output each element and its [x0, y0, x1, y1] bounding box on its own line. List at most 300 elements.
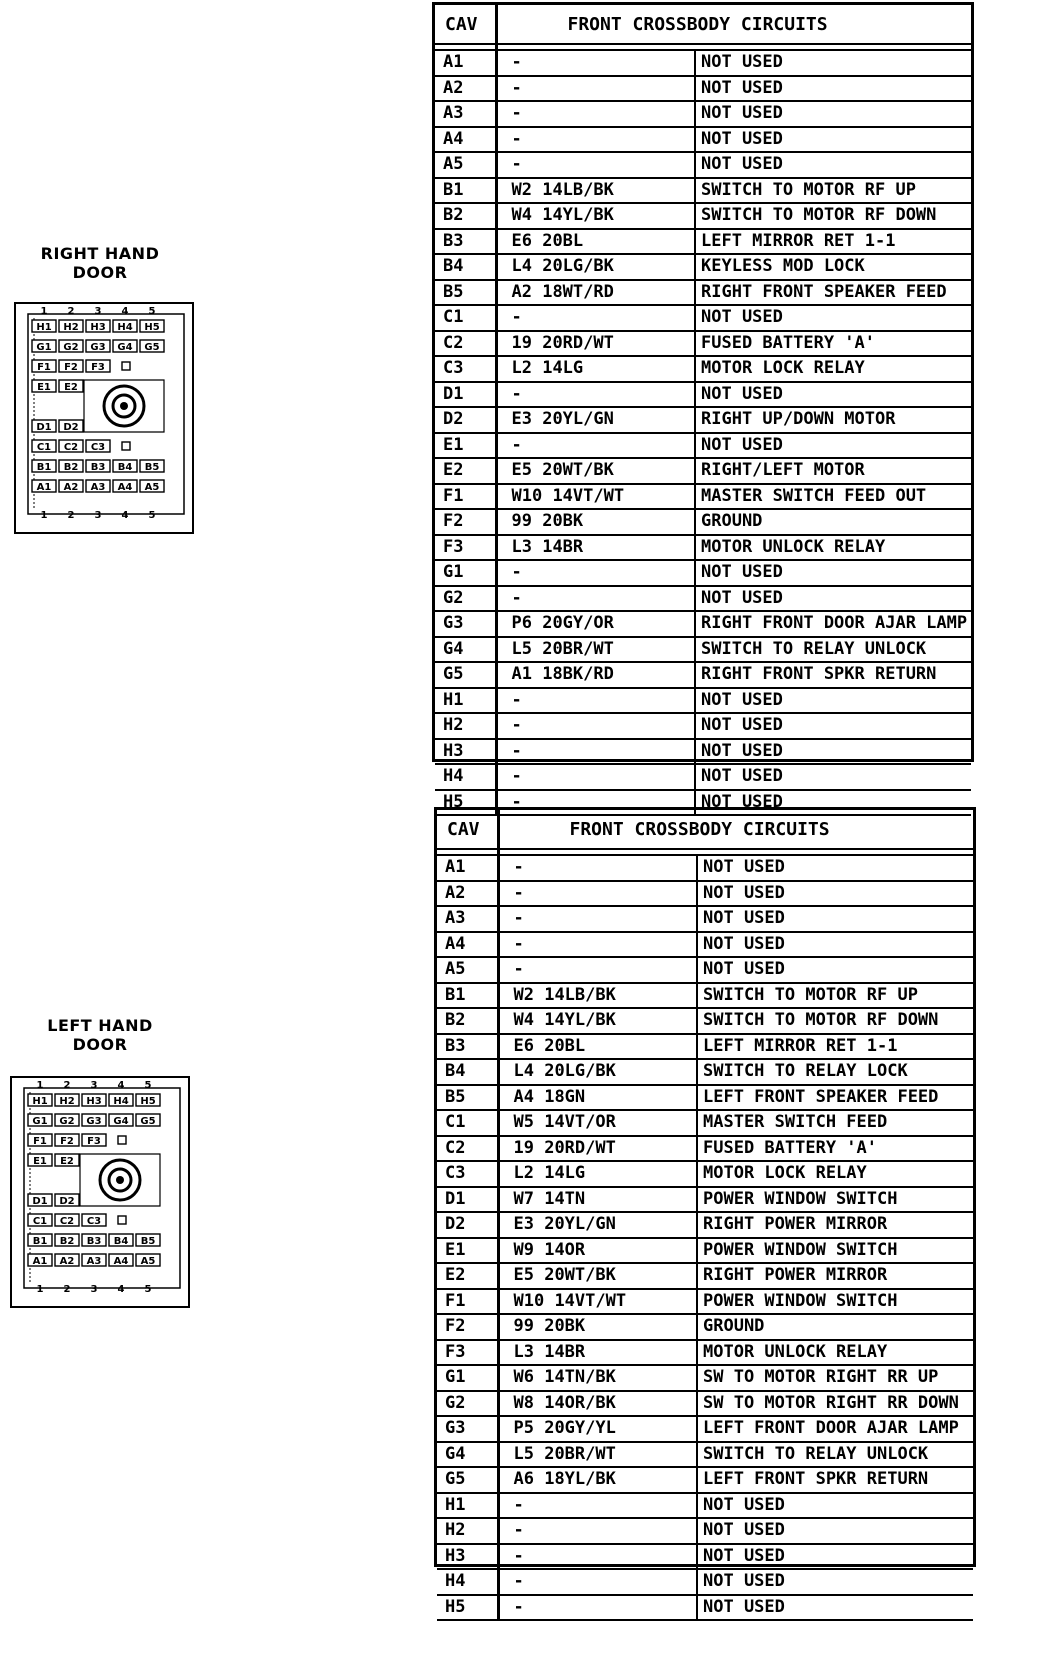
- table-row: [435, 433, 971, 459]
- wire-cell: E5 20WT/BK: [496, 458, 695, 484]
- table-row: [437, 1467, 973, 1493]
- table-row: [435, 382, 971, 408]
- function-cell: LEFT FRONT DOOR AJAR LAMP: [697, 1416, 973, 1442]
- left-door-rows: [437, 855, 973, 1620]
- left-door-connector: [10, 1076, 190, 1308]
- function-cell: NOT USED: [697, 906, 973, 932]
- cavity-label: H2: [63, 322, 79, 333]
- table-row: [435, 586, 971, 612]
- wire-cell: L5 20BR/WT: [496, 637, 695, 663]
- cavity-label: E1: [33, 1156, 47, 1167]
- cavity-label: C1: [36, 442, 52, 453]
- wire-cell: W5 14VT/OR: [498, 1110, 697, 1136]
- wire-cell: W10 14VT/WT: [498, 1289, 697, 1315]
- cavity-label: E2: [64, 382, 78, 393]
- cavity-label: B1: [32, 1236, 48, 1247]
- wire-cell: -: [496, 127, 695, 153]
- left-door-cav-table: [434, 807, 976, 1617]
- function-cell: RIGHT POWER MIRROR: [697, 1212, 973, 1238]
- cav-cell: C2: [437, 1136, 498, 1162]
- function-cell: LEFT MIRROR RET 1-1: [697, 1034, 973, 1060]
- function-cell: FUSED BATTERY 'A': [697, 1136, 973, 1162]
- cavity-label: G4: [113, 1116, 129, 1127]
- wire-cell: L2 14LG: [496, 356, 695, 382]
- column-number: 3: [94, 510, 102, 521]
- cav-cell: G4: [437, 1442, 498, 1468]
- table-row: [437, 855, 973, 881]
- wire-cell: A2 18WT/RD: [496, 280, 695, 306]
- cav-cell: F3: [437, 1340, 498, 1366]
- cavity-label: H4: [117, 322, 133, 333]
- table-row: [437, 1161, 973, 1187]
- function-cell: NOT USED: [695, 764, 971, 790]
- wire-cell: W2 14LB/BK: [498, 983, 697, 1009]
- wire-cell: -: [496, 688, 695, 714]
- cavity-label: D1: [36, 422, 52, 433]
- wire-cell: 19 20RD/WT: [496, 331, 695, 357]
- wire-cell: W10 14VT/WT: [496, 484, 695, 510]
- table-row: [437, 1365, 973, 1391]
- cav-cell: G2: [435, 586, 496, 612]
- cavity-label: D2: [59, 1196, 75, 1207]
- wire-cell: 99 20BK: [498, 1314, 697, 1340]
- table-row: [435, 484, 971, 510]
- function-cell: SWITCH TO RELAY UNLOCK: [695, 637, 971, 663]
- wire-cell: -: [498, 855, 697, 881]
- function-cell: LEFT MIRROR RET 1-1: [695, 229, 971, 255]
- cavity-label: H3: [86, 1096, 102, 1107]
- latch-tab: [122, 362, 130, 370]
- function-cell: SWITCH TO MOTOR RF UP: [697, 983, 973, 1009]
- cavity-label: E2: [60, 1156, 74, 1167]
- cavity-label: C2: [59, 1216, 75, 1227]
- cav-cell: C1: [435, 305, 496, 331]
- cavity-label: E1: [37, 382, 51, 393]
- cavity-label: B4: [113, 1236, 129, 1247]
- wire-cell: -: [496, 586, 695, 612]
- wire-cell: P5 20GY/YL: [498, 1416, 697, 1442]
- cav-cell: D1: [437, 1187, 498, 1213]
- cavity-label: F1: [33, 1136, 47, 1147]
- cav-cell: A3: [435, 101, 496, 127]
- cav-cell: A4: [435, 127, 496, 153]
- table-row: [435, 305, 971, 331]
- cav-cell: G2: [437, 1391, 498, 1417]
- cavity-label: H5: [144, 322, 160, 333]
- cav-cell: A1: [437, 855, 498, 881]
- function-cell: RIGHT UP/DOWN MOTOR: [695, 407, 971, 433]
- table-row: [435, 688, 971, 714]
- cav-cell: H2: [435, 713, 496, 739]
- cav-cell: B1: [437, 983, 498, 1009]
- table-row: [437, 906, 973, 932]
- latch-tab: [122, 442, 130, 450]
- column-number: 5: [144, 1080, 152, 1091]
- wire-cell: L4 20LG/BK: [498, 1059, 697, 1085]
- cav-cell: F2: [437, 1314, 498, 1340]
- cav-cell: F1: [437, 1289, 498, 1315]
- function-cell: NOT USED: [695, 101, 971, 127]
- table-row: [437, 1289, 973, 1315]
- wire-cell: E6 20BL: [498, 1034, 697, 1060]
- cav-cell: F2: [435, 509, 496, 535]
- cav-cell: B1: [435, 178, 496, 204]
- cav-column-header: CAV: [437, 810, 498, 849]
- function-cell: SWITCH TO RELAY UNLOCK: [697, 1442, 973, 1468]
- wire-cell: -: [496, 713, 695, 739]
- cav-cell: C2: [435, 331, 496, 357]
- cavity-label: H5: [140, 1096, 156, 1107]
- wire-cell: -: [498, 1569, 697, 1595]
- function-cell: NOT USED: [697, 1493, 973, 1519]
- cavity-label: A5: [144, 482, 160, 493]
- cavity-label: G3: [86, 1116, 102, 1127]
- table-row: [435, 280, 971, 306]
- function-cell: NOT USED: [695, 790, 971, 816]
- right-door-label-line2: DOOR: [72, 263, 128, 282]
- left-door-table: [437, 810, 973, 1621]
- function-cell: RIGHT FRONT DOOR AJAR LAMP: [695, 611, 971, 637]
- cavity-label: G3: [90, 342, 106, 353]
- table-row: [437, 1085, 973, 1111]
- wire-cell: -: [498, 881, 697, 907]
- wire-cell: E3 20YL/GN: [498, 1212, 697, 1238]
- column-number: 1: [36, 1080, 44, 1091]
- function-cell: SWITCH TO MOTOR RF DOWN: [697, 1008, 973, 1034]
- table-row: [437, 1416, 973, 1442]
- wire-cell: P6 20GY/OR: [496, 611, 695, 637]
- table-row: [435, 331, 971, 357]
- table-row: [437, 1238, 973, 1264]
- cavity-label: G2: [63, 342, 79, 353]
- cav-cell: H1: [435, 688, 496, 714]
- cavity-label: B3: [86, 1236, 102, 1247]
- cavity-label: C1: [32, 1216, 48, 1227]
- table-row: [435, 407, 971, 433]
- function-cell: NOT USED: [695, 433, 971, 459]
- table-row: [435, 76, 971, 102]
- cavity-label: B3: [90, 462, 106, 473]
- cavity-label: B1: [36, 462, 52, 473]
- table-row: [435, 101, 971, 127]
- function-cell: KEYLESS MOD LOCK: [695, 254, 971, 280]
- cavity-label: C2: [63, 442, 79, 453]
- wire-cell: A1 18BK/RD: [496, 662, 695, 688]
- table-row: [435, 254, 971, 280]
- cav-cell: H2: [437, 1518, 498, 1544]
- function-cell: NOT USED: [695, 382, 971, 408]
- column-number: 4: [117, 1080, 125, 1091]
- function-cell: NOT USED: [697, 1569, 973, 1595]
- wire-cell: -: [496, 764, 695, 790]
- table-row: [437, 1263, 973, 1289]
- cav-cell: B2: [437, 1008, 498, 1034]
- wire-cell: -: [498, 932, 697, 958]
- screw-center-icon: [120, 402, 128, 410]
- cav-cell: A2: [435, 76, 496, 102]
- column-number: 2: [67, 306, 75, 317]
- cavity-label: A1: [36, 482, 52, 493]
- wire-cell: -: [496, 433, 695, 459]
- cav-cell: F3: [435, 535, 496, 561]
- table-title: FRONT CROSSBODY CIRCUITS: [498, 810, 973, 849]
- function-cell: NOT USED: [695, 50, 971, 76]
- left-door-label-line2: DOOR: [72, 1035, 128, 1054]
- cavity-label: F2: [60, 1136, 74, 1147]
- wire-cell: -: [496, 50, 695, 76]
- column-number: 4: [121, 510, 129, 521]
- table-header-row: [437, 810, 973, 849]
- function-cell: SW TO MOTOR RIGHT RR DOWN: [697, 1391, 973, 1417]
- cav-cell: H4: [435, 764, 496, 790]
- column-number: 4: [117, 1284, 125, 1295]
- table-row: [435, 458, 971, 484]
- wire-cell: 99 20BK: [496, 509, 695, 535]
- table-row: [435, 178, 971, 204]
- table-row: [435, 764, 971, 790]
- table-row: [437, 1544, 973, 1570]
- wire-cell: -: [498, 1493, 697, 1519]
- column-number: 3: [90, 1284, 98, 1295]
- cavity-label: D2: [63, 422, 79, 433]
- table-row: [435, 713, 971, 739]
- function-cell: MOTOR UNLOCK RELAY: [695, 535, 971, 561]
- cavity-label: A2: [59, 1256, 75, 1267]
- function-cell: RIGHT FRONT SPEAKER FEED: [695, 280, 971, 306]
- function-cell: MASTER SWITCH FEED OUT: [695, 484, 971, 510]
- cavity-label: G5: [144, 342, 160, 353]
- cav-cell: G5: [437, 1467, 498, 1493]
- cav-cell: G4: [435, 637, 496, 663]
- table-row: [437, 1493, 973, 1519]
- cav-cell: B4: [435, 254, 496, 280]
- table-row: [437, 1059, 973, 1085]
- column-number: 3: [90, 1080, 98, 1091]
- function-cell: NOT USED: [697, 1518, 973, 1544]
- cav-cell: A5: [437, 957, 498, 983]
- table-row: [435, 535, 971, 561]
- wire-cell: -: [496, 76, 695, 102]
- wire-cell: W7 14TN: [498, 1187, 697, 1213]
- table-row: [435, 50, 971, 76]
- function-cell: NOT USED: [695, 305, 971, 331]
- table-row: [437, 1136, 973, 1162]
- cavity-label: G1: [36, 342, 52, 353]
- cav-cell: C3: [437, 1161, 498, 1187]
- table-row: [435, 560, 971, 586]
- table-row: [435, 739, 971, 765]
- function-cell: MOTOR LOCK RELAY: [697, 1161, 973, 1187]
- wire-cell: L2 14LG: [498, 1161, 697, 1187]
- function-cell: RIGHT/LEFT MOTOR: [695, 458, 971, 484]
- left-door-label: [30, 1016, 170, 1054]
- cav-cell: G3: [435, 611, 496, 637]
- column-number: 3: [94, 306, 102, 317]
- cavity-label: H4: [113, 1096, 129, 1107]
- cav-cell: H5: [435, 790, 496, 816]
- function-cell: MOTOR LOCK RELAY: [695, 356, 971, 382]
- column-number: 5: [148, 510, 156, 521]
- function-cell: SWITCH TO MOTOR RF UP: [695, 178, 971, 204]
- left-door-label-line1: LEFT HAND: [47, 1016, 153, 1035]
- function-cell: LEFT FRONT SPKR RETURN: [697, 1467, 973, 1493]
- function-cell: NOT USED: [697, 932, 973, 958]
- connector-housing: [11, 1077, 189, 1307]
- right-door-connector: [14, 302, 194, 534]
- cavity-label: H1: [36, 322, 52, 333]
- function-cell: NOT USED: [697, 957, 973, 983]
- cavity-label: G2: [59, 1116, 75, 1127]
- wire-cell: E5 20WT/BK: [498, 1263, 697, 1289]
- cavity-label: F2: [64, 362, 78, 373]
- wire-cell: E3 20YL/GN: [496, 407, 695, 433]
- latch-tab: [118, 1216, 126, 1224]
- function-cell: SWITCH TO MOTOR RF DOWN: [695, 203, 971, 229]
- cav-cell: G5: [435, 662, 496, 688]
- wire-cell: L3 14BR: [496, 535, 695, 561]
- column-number: 1: [36, 1284, 44, 1295]
- wire-cell: L4 20LG/BK: [496, 254, 695, 280]
- function-cell: GROUND: [697, 1314, 973, 1340]
- wire-cell: -: [498, 906, 697, 932]
- function-cell: NOT USED: [697, 881, 973, 907]
- cav-column-header: CAV: [435, 5, 496, 44]
- function-cell: NOT USED: [697, 1544, 973, 1570]
- function-cell: POWER WINDOW SWITCH: [697, 1238, 973, 1264]
- table-row: [437, 1442, 973, 1468]
- connector-housing: [15, 303, 193, 533]
- wire-cell: -: [498, 1518, 697, 1544]
- column-number: 2: [67, 510, 75, 521]
- cavity-label: A4: [113, 1256, 129, 1267]
- cav-cell: B3: [435, 229, 496, 255]
- cav-cell: H5: [437, 1595, 498, 1621]
- table-row: [435, 203, 971, 229]
- function-cell: RIGHT POWER MIRROR: [697, 1263, 973, 1289]
- cavity-label: A2: [63, 482, 79, 493]
- column-number: 5: [148, 306, 156, 317]
- wire-cell: A4 18GN: [498, 1085, 697, 1111]
- cav-cell: A4: [437, 932, 498, 958]
- right-door-label-line1: RIGHT HAND: [40, 244, 160, 263]
- function-cell: FUSED BATTERY 'A': [695, 331, 971, 357]
- wire-cell: A6 18YL/BK: [498, 1467, 697, 1493]
- wire-cell: -: [496, 101, 695, 127]
- function-cell: GROUND: [695, 509, 971, 535]
- latch-tab: [118, 1136, 126, 1144]
- right-door-table: [435, 5, 971, 816]
- cavity-label: H1: [32, 1096, 48, 1107]
- function-cell: NOT USED: [695, 713, 971, 739]
- function-cell: NOT USED: [695, 688, 971, 714]
- column-number: 2: [63, 1284, 71, 1295]
- table-row: [435, 127, 971, 153]
- table-row: [437, 1391, 973, 1417]
- wire-cell: -: [496, 305, 695, 331]
- cavity-label: D1: [32, 1196, 48, 1207]
- cav-cell: G3: [437, 1416, 498, 1442]
- column-number: 5: [144, 1284, 152, 1295]
- table-row: [437, 1595, 973, 1621]
- table-row: [437, 1340, 973, 1366]
- wire-cell: W8 14OR/BK: [498, 1391, 697, 1417]
- table-row: [437, 1212, 973, 1238]
- wire-cell: L3 14BR: [498, 1340, 697, 1366]
- cavity-label: G5: [140, 1116, 156, 1127]
- wire-cell: -: [498, 1544, 697, 1570]
- column-number: 2: [63, 1080, 71, 1091]
- wire-cell: W6 14TN/BK: [498, 1365, 697, 1391]
- cav-cell: G1: [437, 1365, 498, 1391]
- wire-cell: 19 20RD/WT: [498, 1136, 697, 1162]
- cavity-label: G4: [117, 342, 133, 353]
- cavity-label: A3: [90, 482, 106, 493]
- table-row: [437, 1187, 973, 1213]
- function-cell: NOT USED: [695, 560, 971, 586]
- cav-cell: B4: [437, 1059, 498, 1085]
- cav-cell: B3: [437, 1034, 498, 1060]
- cavity-label: F3: [87, 1136, 101, 1147]
- cav-cell: B5: [435, 280, 496, 306]
- table-row: [435, 509, 971, 535]
- cav-cell: E1: [435, 433, 496, 459]
- right-door-cav-table: [432, 2, 974, 812]
- function-cell: POWER WINDOW SWITCH: [697, 1187, 973, 1213]
- table-row: [435, 229, 971, 255]
- function-cell: MASTER SWITCH FEED: [697, 1110, 973, 1136]
- table-row: [437, 1110, 973, 1136]
- cavity-label: B5: [140, 1236, 156, 1247]
- wire-cell: W4 14YL/BK: [496, 203, 695, 229]
- cavity-label: B2: [63, 462, 79, 473]
- cavity-label: G1: [32, 1116, 48, 1127]
- table-row: [437, 932, 973, 958]
- cavity-label: A1: [32, 1256, 48, 1267]
- table-row: [435, 356, 971, 382]
- table-header-row: [435, 5, 971, 44]
- table-title: FRONT CROSSBODY CIRCUITS: [496, 5, 971, 44]
- cav-cell: D1: [435, 382, 496, 408]
- cav-cell: A5: [435, 152, 496, 178]
- cav-cell: H3: [435, 739, 496, 765]
- cavity-label: A4: [117, 482, 133, 493]
- cavity-label: H2: [59, 1096, 75, 1107]
- cav-cell: H3: [437, 1544, 498, 1570]
- table-row: [435, 637, 971, 663]
- right-door-rows: [435, 50, 971, 815]
- function-cell: LEFT FRONT SPEAKER FEED: [697, 1085, 973, 1111]
- table-row: [437, 1034, 973, 1060]
- right-door-label: [30, 244, 170, 282]
- function-cell: SWITCH TO RELAY LOCK: [697, 1059, 973, 1085]
- table-row: [437, 1518, 973, 1544]
- wire-cell: -: [496, 560, 695, 586]
- wire-cell: -: [498, 1595, 697, 1621]
- cavity-label: C3: [86, 1216, 102, 1227]
- cav-cell: B2: [435, 203, 496, 229]
- cav-cell: E2: [437, 1263, 498, 1289]
- function-cell: POWER WINDOW SWITCH: [697, 1289, 973, 1315]
- cav-cell: F1: [435, 484, 496, 510]
- wire-cell: -: [496, 739, 695, 765]
- wire-cell: W2 14LB/BK: [496, 178, 695, 204]
- cav-cell: A1: [435, 50, 496, 76]
- table-row: [435, 611, 971, 637]
- wire-cell: L5 20BR/WT: [498, 1442, 697, 1468]
- function-cell: NOT USED: [695, 76, 971, 102]
- function-cell: NOT USED: [695, 152, 971, 178]
- cav-cell: A3: [437, 906, 498, 932]
